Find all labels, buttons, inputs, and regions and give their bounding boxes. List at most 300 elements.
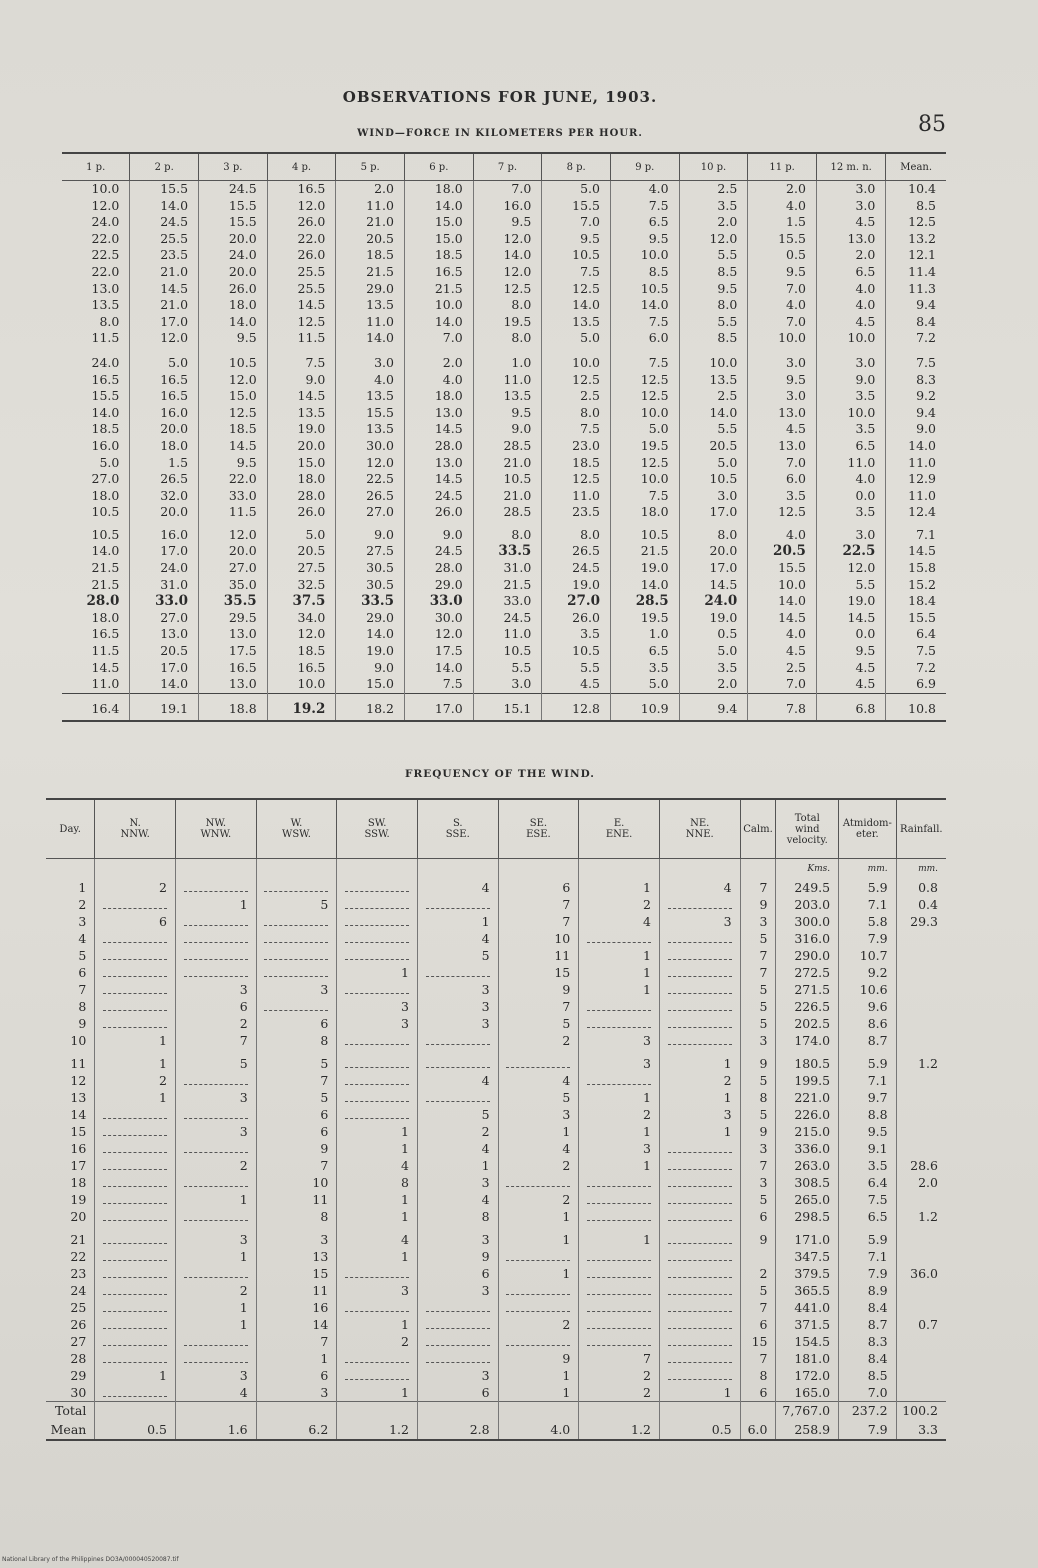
table-cell: 3 <box>417 981 498 998</box>
table-cell: 15.5 <box>199 198 268 215</box>
table-cell: 15 <box>256 1265 337 1282</box>
dash-placeholder <box>426 967 490 977</box>
table-cell: 16 <box>256 1299 337 1316</box>
table-cell: 13.2 <box>886 231 946 248</box>
table-cell <box>95 930 176 947</box>
table-cell: 32.0 <box>130 488 199 505</box>
table-cell: 3 <box>740 913 776 930</box>
table-cell: 2.5 <box>679 388 748 405</box>
table-cell: 16.0 <box>130 521 199 544</box>
table-row <box>46 1174 946 1191</box>
table-cell <box>337 879 418 896</box>
table-cell: 3.5 <box>679 660 748 677</box>
table-cell: 15.5 <box>542 198 611 215</box>
table-cell <box>337 1049 418 1072</box>
table-cell: 27 <box>70 1334 87 1349</box>
table-cell <box>256 913 337 930</box>
table-cell: 7.5 <box>610 488 679 505</box>
table-cell: 5.0 <box>679 643 748 660</box>
table-cell: 15.8 <box>886 560 946 577</box>
dash-placeholder <box>668 933 732 943</box>
table-cell: 226.5 <box>776 998 839 1015</box>
table-cell: 3 <box>740 1140 776 1157</box>
table-cell: 1 <box>498 1225 579 1248</box>
table-cell: 10.5 <box>473 643 542 660</box>
table-cell <box>498 1248 579 1265</box>
table-cell: 1.2 <box>337 1419 418 1440</box>
dash-placeholder <box>184 1143 248 1153</box>
table-cell <box>256 947 337 964</box>
table-row <box>46 1089 946 1106</box>
table-cell: 29.0 <box>336 610 405 627</box>
table-cell: 11.0 <box>91 676 120 692</box>
table-cell: 12.5 <box>267 314 336 331</box>
table-row <box>46 947 946 964</box>
table-cell: 1 <box>498 1367 579 1384</box>
table-cell: 9.5 <box>473 405 542 422</box>
dash-placeholder <box>103 1126 167 1136</box>
table-cell <box>417 1316 498 1333</box>
table-cell: 36.0 <box>896 1265 946 1282</box>
column-header: SW. SSW. <box>337 799 418 859</box>
table-cell <box>337 1089 418 1106</box>
table-cell: 5 <box>417 947 498 964</box>
table-cell: 9 <box>417 1248 498 1265</box>
table-cell: 18.0 <box>267 471 336 488</box>
table-cell: 6.0 <box>748 471 817 488</box>
table-cell: 18.4 <box>886 593 946 610</box>
table-cell: 15.0 <box>267 455 336 472</box>
table-cell: 1 <box>659 1384 740 1402</box>
column-header: Atmidom- eter. <box>839 799 896 859</box>
dash-placeholder <box>264 967 328 977</box>
dash-placeholder <box>264 1001 328 1011</box>
table-cell: 35.5 <box>199 593 268 610</box>
table-cell: 7.5 <box>542 264 611 281</box>
table-cell: 5.5 <box>816 577 885 594</box>
dash-placeholder <box>184 933 248 943</box>
table-cell: 11.0 <box>473 372 542 389</box>
table-cell: 9 <box>78 1016 87 1031</box>
dash-placeholder <box>345 916 409 926</box>
dash-placeholder <box>345 1353 409 1363</box>
table-cell: 5 <box>498 1015 579 1032</box>
table-cell: 4.5 <box>542 676 611 693</box>
dash-placeholder <box>103 1234 167 1244</box>
table-cell: 4 <box>337 1225 418 1248</box>
table-cell: 5.0 <box>542 330 611 347</box>
table-cell: 9.4 <box>886 297 946 314</box>
table-cell <box>95 1225 176 1248</box>
table-row <box>62 543 946 560</box>
table-row <box>62 643 946 660</box>
dash-placeholder <box>668 1285 732 1295</box>
table-cell: 5.5 <box>542 660 611 677</box>
table-cell <box>659 947 740 964</box>
table-cell: 11 <box>256 1191 337 1208</box>
wind-frequency-table <box>46 798 946 1441</box>
table-cell <box>498 1333 579 1350</box>
table-cell: 7 <box>740 879 776 896</box>
table-cell: 21.5 <box>473 577 542 594</box>
table-cell: 13.0 <box>405 405 474 422</box>
table-cell: 2 <box>498 1157 579 1174</box>
table-cell: 1 <box>337 1123 418 1140</box>
table-cell: 30.5 <box>336 577 405 594</box>
table-cell: 30 <box>70 1385 87 1400</box>
table-cell <box>579 1333 660 1350</box>
table-cell: 1 <box>337 1248 418 1265</box>
table-cell: 10.5 <box>610 281 679 298</box>
table-cell <box>896 1384 946 1402</box>
table-cell: 27.0 <box>336 504 405 521</box>
table-cell: 1.6 <box>175 1419 256 1440</box>
table-row <box>46 1140 946 1157</box>
table-cell <box>337 1402 418 1420</box>
table-cell: 17.5 <box>405 643 474 660</box>
table-row <box>46 1015 946 1032</box>
dash-placeholder <box>103 984 167 994</box>
dash-placeholder <box>426 1058 490 1068</box>
table-cell <box>659 1208 740 1225</box>
table-cell: 24.5 <box>473 610 542 627</box>
table-cell: 35.0 <box>199 577 268 594</box>
table-cell: 4 <box>78 931 87 946</box>
table-cell: 10.0 <box>610 471 679 488</box>
table-cell: 28.0 <box>405 438 474 455</box>
table-cell: 29.3 <box>896 913 946 930</box>
table-cell: 14.5 <box>886 543 946 560</box>
table-cell <box>417 1350 498 1367</box>
dash-placeholder <box>345 1035 409 1045</box>
dash-placeholder <box>184 916 248 926</box>
table-cell <box>579 1072 660 1089</box>
table-cell: 3.0 <box>748 388 817 405</box>
mean-cell: 9.4 <box>679 693 748 721</box>
column-header: 5 p. <box>336 153 405 181</box>
table-cell: 15.5 <box>91 388 120 404</box>
table-cell: 2 <box>175 1282 256 1299</box>
table-cell: 271.5 <box>776 981 839 998</box>
table-cell <box>740 1402 776 1420</box>
dash-placeholder <box>184 1268 248 1278</box>
dash-placeholder <box>426 1319 490 1329</box>
table-cell: 5.5 <box>473 660 542 677</box>
table-cell: 14.5 <box>267 297 336 314</box>
table-cell: 10.0 <box>679 347 748 372</box>
table-cell: 4.5 <box>816 214 885 231</box>
table-cell <box>896 1089 946 1106</box>
dash-placeholder <box>587 1018 651 1028</box>
table-cell: 7.0 <box>748 281 817 298</box>
table-cell <box>337 981 418 998</box>
table-cell: 13 <box>70 1090 87 1105</box>
table-cell: 290.0 <box>776 947 839 964</box>
table-cell: 28.0 <box>86 593 120 610</box>
table-cell: 20.5 <box>748 543 817 560</box>
table-cell: 2 <box>579 896 660 913</box>
table-cell: 13.5 <box>679 372 748 389</box>
page-number: 85 <box>918 112 946 137</box>
table-cell: 2.0 <box>679 676 748 693</box>
table-cell: 2.0 <box>896 1174 946 1191</box>
table-cell <box>896 981 946 998</box>
table-cell: 12.0 <box>816 560 885 577</box>
table-row <box>46 930 946 947</box>
table-cell: 1 <box>95 1032 176 1049</box>
table-cell: 4.0 <box>336 372 405 389</box>
table-cell: 8 <box>256 1032 337 1049</box>
table-cell: 8.4 <box>839 1299 896 1316</box>
table-cell: 7.5 <box>267 347 336 372</box>
table-cell: 1.5 <box>130 455 199 472</box>
table-cell <box>659 930 740 947</box>
table-cell: 12.0 <box>199 521 268 544</box>
table-cell: 1 <box>337 1191 418 1208</box>
dash-placeholder <box>587 1001 651 1011</box>
units-row <box>46 859 946 880</box>
table-cell <box>95 1015 176 1032</box>
table-cell: 7 <box>740 1350 776 1367</box>
table-cell: 12.5 <box>542 281 611 298</box>
table-cell: 26.5 <box>336 488 405 505</box>
table-row <box>46 1072 946 1089</box>
table-cell: 9.7 <box>839 1089 896 1106</box>
table-cell: 6.0 <box>610 330 679 347</box>
dash-placeholder <box>587 1251 651 1261</box>
table-row <box>46 1106 946 1123</box>
table-cell: 7 <box>740 1299 776 1316</box>
table-cell: 17.0 <box>679 560 748 577</box>
table-row <box>46 1049 946 1072</box>
table-cell: 14.5 <box>267 388 336 405</box>
dash-placeholder <box>103 1143 167 1153</box>
table-cell: 14.5 <box>748 610 817 627</box>
table-cell: 1 <box>659 1123 740 1140</box>
table-cell <box>417 1089 498 1106</box>
table-cell: 5.8 <box>839 913 896 930</box>
table-cell: 2 <box>498 1032 579 1049</box>
table-cell <box>659 1157 740 1174</box>
table-cell <box>175 1350 256 1367</box>
dash-placeholder <box>426 1092 490 1102</box>
dash-placeholder <box>345 950 409 960</box>
table-cell <box>896 1106 946 1123</box>
unit-cell <box>498 859 579 880</box>
table-cell: 14.0 <box>610 577 679 594</box>
column-header: N. NNW. <box>95 799 176 859</box>
table-cell <box>95 896 176 913</box>
table-cell: 13.5 <box>91 297 120 313</box>
table-cell: Mean <box>46 1419 95 1440</box>
table-cell: 2.0 <box>405 347 474 372</box>
table-cell: 7.0 <box>542 214 611 231</box>
table-row <box>46 1157 946 1174</box>
table-cell: 27.0 <box>542 593 611 610</box>
table-cell: 6.5 <box>816 264 885 281</box>
table-cell: 4 <box>417 1191 498 1208</box>
table-cell: 22.5 <box>336 471 405 488</box>
mean-cell: 15.1 <box>473 693 542 721</box>
wind-force-table <box>62 152 946 722</box>
table-row <box>62 405 946 422</box>
table-cell: 20.5 <box>336 231 405 248</box>
table-cell: 14.0 <box>610 297 679 314</box>
table-cell: 18.0 <box>91 487 120 503</box>
table-cell: 2.0 <box>336 181 405 198</box>
table-cell: 1 <box>579 1225 660 1248</box>
table-cell: 3.0 <box>679 488 748 505</box>
table-cell: 9.0 <box>267 372 336 389</box>
table-cell: 3.0 <box>816 181 885 198</box>
table-cell: 11.0 <box>542 488 611 505</box>
table-cell <box>337 1367 418 1384</box>
dash-placeholder <box>587 1177 651 1187</box>
table-cell: 7.0 <box>405 330 474 347</box>
table-cell: 379.5 <box>776 1265 839 1282</box>
table-cell: 20.0 <box>130 421 199 438</box>
table-cell: 0.5 <box>748 247 817 264</box>
table-cell: 24.5 <box>199 181 268 198</box>
table-cell: 7.0 <box>748 455 817 472</box>
table-cell: 20.0 <box>199 543 268 560</box>
table-cell: 17.0 <box>130 660 199 677</box>
table-row <box>62 281 946 298</box>
table-cell <box>579 1402 660 1420</box>
table-cell: 7 <box>256 1072 337 1089</box>
table-cell: 9 <box>740 1123 776 1140</box>
table-cell <box>256 1402 337 1420</box>
table-cell: 5 <box>256 896 337 913</box>
table-cell: 28 <box>70 1351 87 1366</box>
dash-placeholder <box>587 1194 651 1204</box>
table-cell: 5 <box>78 948 87 963</box>
table-cell: 9.5 <box>816 643 885 660</box>
table-cell: 12.5 <box>542 372 611 389</box>
table-cell: 18.5 <box>542 455 611 472</box>
table-cell: 12 <box>70 1073 87 1088</box>
table-cell: 37.5 <box>267 593 336 610</box>
table-cell: 15.5 <box>199 214 268 231</box>
dash-placeholder <box>668 1160 732 1170</box>
table-cell <box>659 1350 740 1367</box>
table-cell <box>175 1174 256 1191</box>
table-cell: 20.0 <box>199 231 268 248</box>
table-cell <box>896 1248 946 1265</box>
table-cell: 3 <box>175 981 256 998</box>
table-cell: 2.0 <box>816 247 885 264</box>
table-cell <box>896 1299 946 1316</box>
table-row <box>46 896 946 913</box>
table-cell: 6 <box>256 1123 337 1140</box>
table-cell: 1 <box>337 1316 418 1333</box>
table-cell: 12.0 <box>267 626 336 643</box>
table-cell: 13.0 <box>199 626 268 643</box>
table-cell <box>175 1106 256 1123</box>
table-cell: 4 <box>498 1072 579 1089</box>
dash-placeholder <box>506 1336 570 1346</box>
table-cell: 0.7 <box>896 1316 946 1333</box>
table-cell: 3.5 <box>839 1157 896 1174</box>
column-header: 2 p. <box>130 153 199 181</box>
table-cell: 8.0 <box>542 405 611 422</box>
mean-cell: 12.8 <box>542 693 611 721</box>
table-cell: 19.5 <box>610 610 679 627</box>
table-cell: 10.0 <box>816 405 885 422</box>
table-cell: 15.0 <box>405 214 474 231</box>
table-cell: 18.0 <box>610 504 679 521</box>
table-cell: 14.0 <box>91 543 120 559</box>
table-cell: 2.0 <box>748 181 817 198</box>
table-cell: 19.0 <box>542 577 611 594</box>
table-cell: 15.0 <box>199 388 268 405</box>
table-cell: 0.0 <box>816 488 885 505</box>
table-cell: 20.0 <box>267 438 336 455</box>
table-cell <box>659 998 740 1015</box>
table-cell: 265.0 <box>776 1191 839 1208</box>
table-cell: 9 <box>256 1140 337 1157</box>
table-cell: 2 <box>417 1123 498 1140</box>
mean-cell: 17.0 <box>405 693 474 721</box>
table-cell <box>659 1316 740 1333</box>
table-cell: 1 <box>579 879 660 896</box>
table-row <box>46 1350 946 1367</box>
table-cell: 11 <box>256 1282 337 1299</box>
dash-placeholder <box>345 984 409 994</box>
table-cell <box>579 1265 660 1282</box>
table-cell: 13.0 <box>405 455 474 472</box>
table-cell <box>337 1265 418 1282</box>
table-cell: 14.0 <box>542 297 611 314</box>
table-cell <box>740 1248 776 1265</box>
table-cell: 10 <box>256 1174 337 1191</box>
table-cell: 3 <box>256 981 337 998</box>
table-cell: 33.5 <box>473 543 542 560</box>
table-row <box>62 593 946 610</box>
table-cell <box>175 1072 256 1089</box>
table-cell: 16.5 <box>405 264 474 281</box>
table-cell: 6 <box>417 1384 498 1402</box>
table-cell: 11.4 <box>886 264 946 281</box>
table-cell: 19.0 <box>679 610 748 627</box>
table-cell <box>95 1248 176 1265</box>
table-cell: 9.5 <box>199 455 268 472</box>
table-cell: 22.5 <box>91 247 120 263</box>
table-row <box>62 676 946 693</box>
table-cell: 7 <box>740 947 776 964</box>
dash-placeholder <box>103 1285 167 1295</box>
dash-placeholder <box>426 899 490 909</box>
table-cell: 10 <box>498 930 579 947</box>
table-cell: 3.3 <box>896 1419 946 1440</box>
table-cell: 2.5 <box>542 388 611 405</box>
dash-placeholder <box>587 1336 651 1346</box>
table-cell: 4.0 <box>816 297 885 314</box>
dash-placeholder <box>103 1177 167 1187</box>
table-cell: 4.5 <box>816 660 885 677</box>
unit-cell <box>740 859 776 880</box>
column-header: Calm. <box>740 799 776 859</box>
table-cell: 33.0 <box>199 488 268 505</box>
table-cell: 18.5 <box>267 643 336 660</box>
table-cell: 6.5 <box>610 214 679 231</box>
table-cell: 272.5 <box>776 964 839 981</box>
table-cell: 5 <box>417 1106 498 1123</box>
table-cell: 10 <box>70 1033 87 1048</box>
dash-placeholder <box>103 950 167 960</box>
table-cell <box>579 1316 660 1333</box>
table-cell: 1 <box>175 1316 256 1333</box>
